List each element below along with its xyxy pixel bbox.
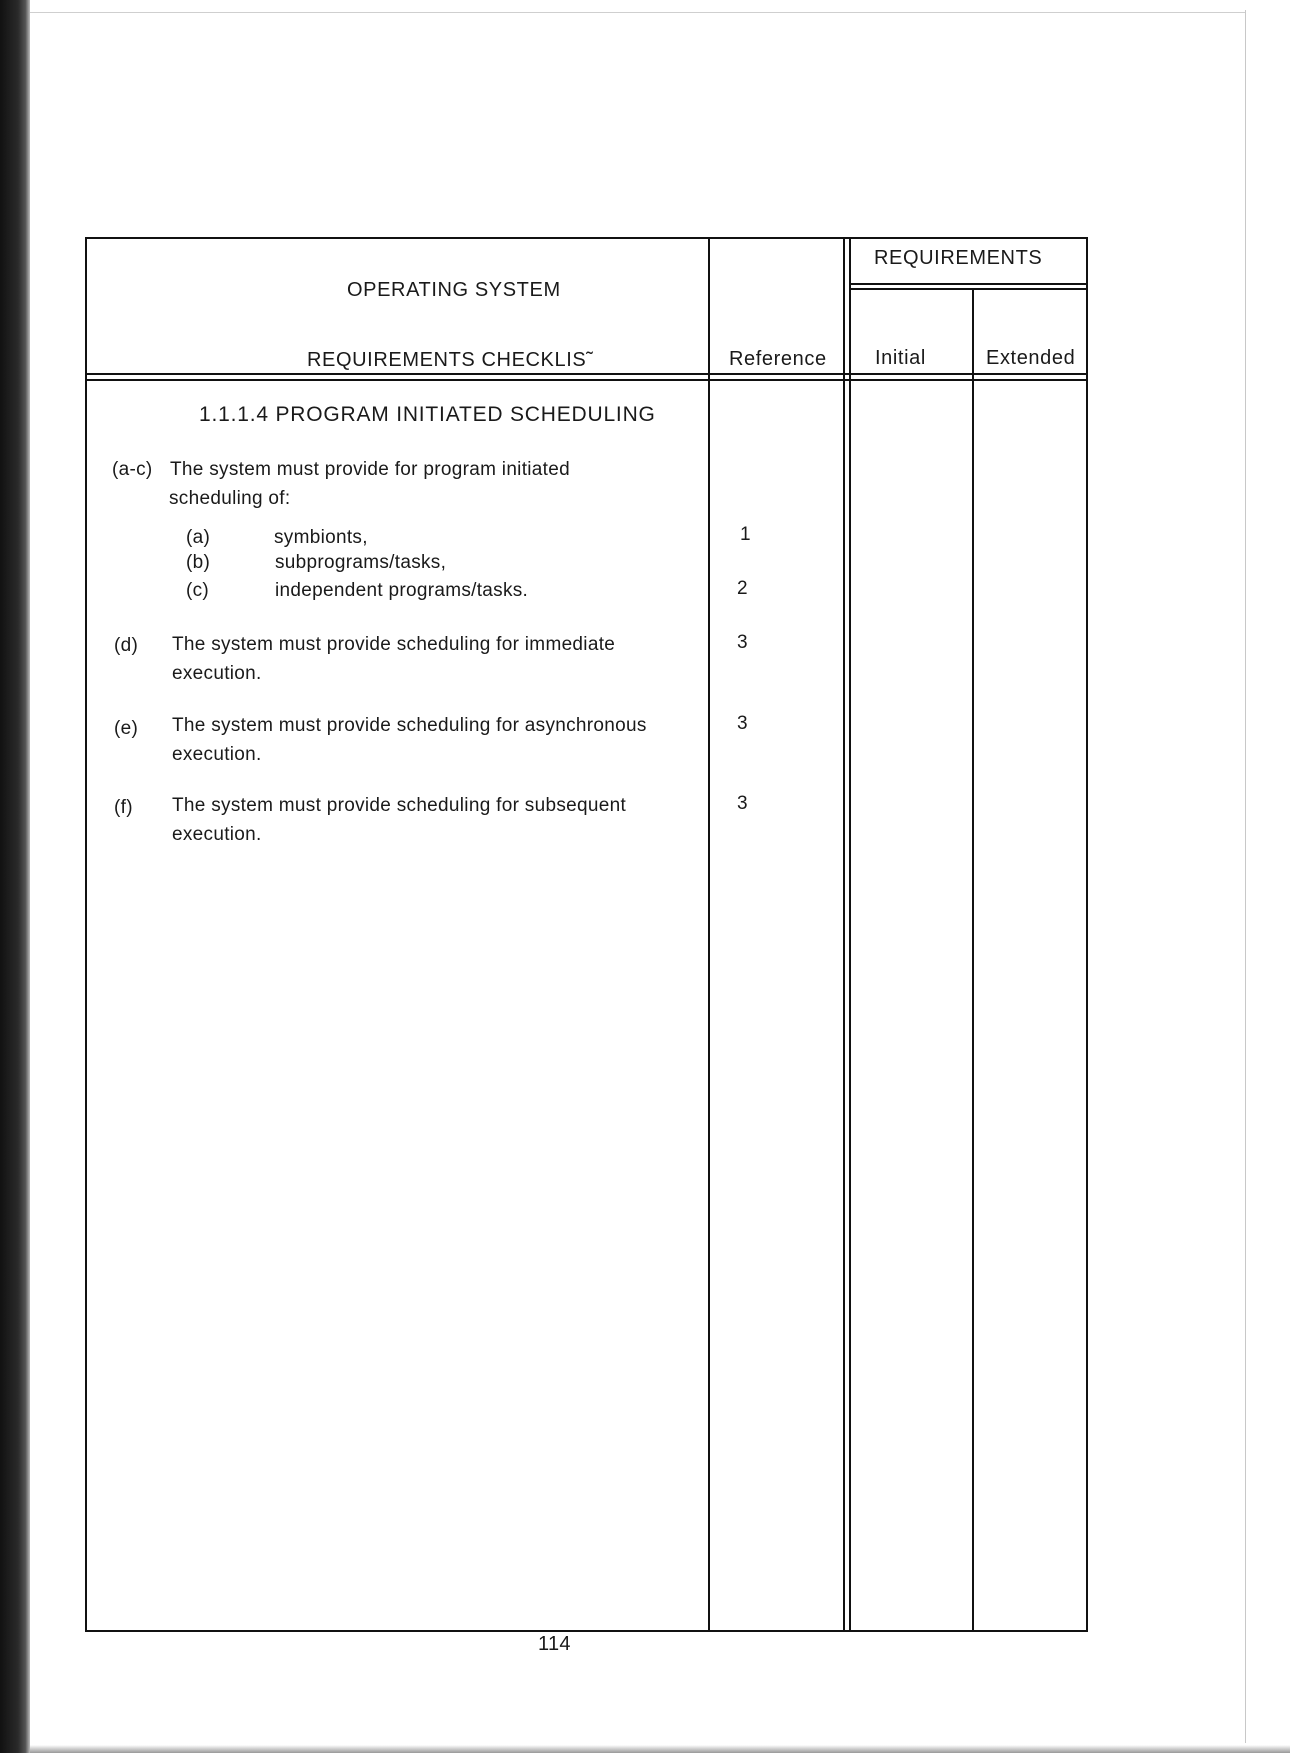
item-f-line2: execution.: [172, 824, 262, 845]
sub-a-reference: 1: [740, 524, 751, 545]
reference-column-divider: [708, 237, 710, 1632]
initial-header: Initial: [875, 347, 926, 369]
extended-header: Extended: [986, 347, 1076, 369]
item-f-label: (f): [114, 797, 133, 818]
scan-bottom-edge: [30, 1745, 1290, 1753]
table-title-line2: REQUIREMENTS CHECKLIS˜: [307, 349, 594, 371]
scan-top-edge: [30, 0, 1245, 13]
sub-b-label: (b): [186, 552, 211, 573]
scan-right-edge: [1245, 10, 1246, 1743]
item-d-line1: The system must provide scheduling for immediate: [172, 634, 616, 655]
sub-a-text: symbionts,: [274, 527, 368, 548]
sub-c-text: independent programs/tasks.: [275, 580, 529, 601]
header-rule-1: [85, 373, 1088, 375]
sub-b-text: subprograms/tasks,: [275, 552, 447, 573]
initial-extended-divider: [972, 290, 974, 1632]
scan-left-edge: [0, 0, 30, 1753]
requirements-divider-left: [843, 237, 845, 1632]
item-d-line2: execution.: [172, 663, 262, 684]
item-e-line2: execution.: [172, 744, 262, 765]
checklist-table: [85, 237, 1088, 1632]
item-e-line1: The system must provide scheduling for asynchronous: [172, 715, 647, 736]
table-title-line1: OPERATING SYSTEM: [347, 279, 561, 301]
section-title: 1.1.1.4 PROGRAM INITIATED SCHEDULING: [199, 403, 656, 426]
item-d-label: (d): [114, 635, 139, 656]
item-ac-line2: scheduling of:: [169, 488, 291, 509]
requirements-underline-2: [849, 288, 1088, 290]
item-ac-line1: The system must provide for program initiated: [170, 459, 570, 480]
requirements-divider-right: [849, 237, 851, 1632]
sub-c-label: (c): [186, 580, 210, 601]
sub-c-reference: 2: [737, 578, 748, 599]
item-f-line1: The system must provide scheduling for subsequent: [172, 795, 627, 816]
sub-a-label: (a): [186, 527, 211, 548]
item-f-reference: 3: [737, 793, 748, 814]
requirements-header: REQUIREMENTS: [874, 247, 1043, 269]
header-rule-2: [85, 379, 1088, 381]
item-e-label: (e): [114, 718, 139, 739]
page-number: 114: [538, 1633, 571, 1655]
item-d-reference: 3: [737, 632, 748, 653]
item-ac-label: (a-c): [112, 459, 153, 480]
item-e-reference: 3: [737, 713, 748, 734]
requirements-underline-1: [849, 283, 1088, 285]
reference-header: Reference: [729, 348, 827, 370]
